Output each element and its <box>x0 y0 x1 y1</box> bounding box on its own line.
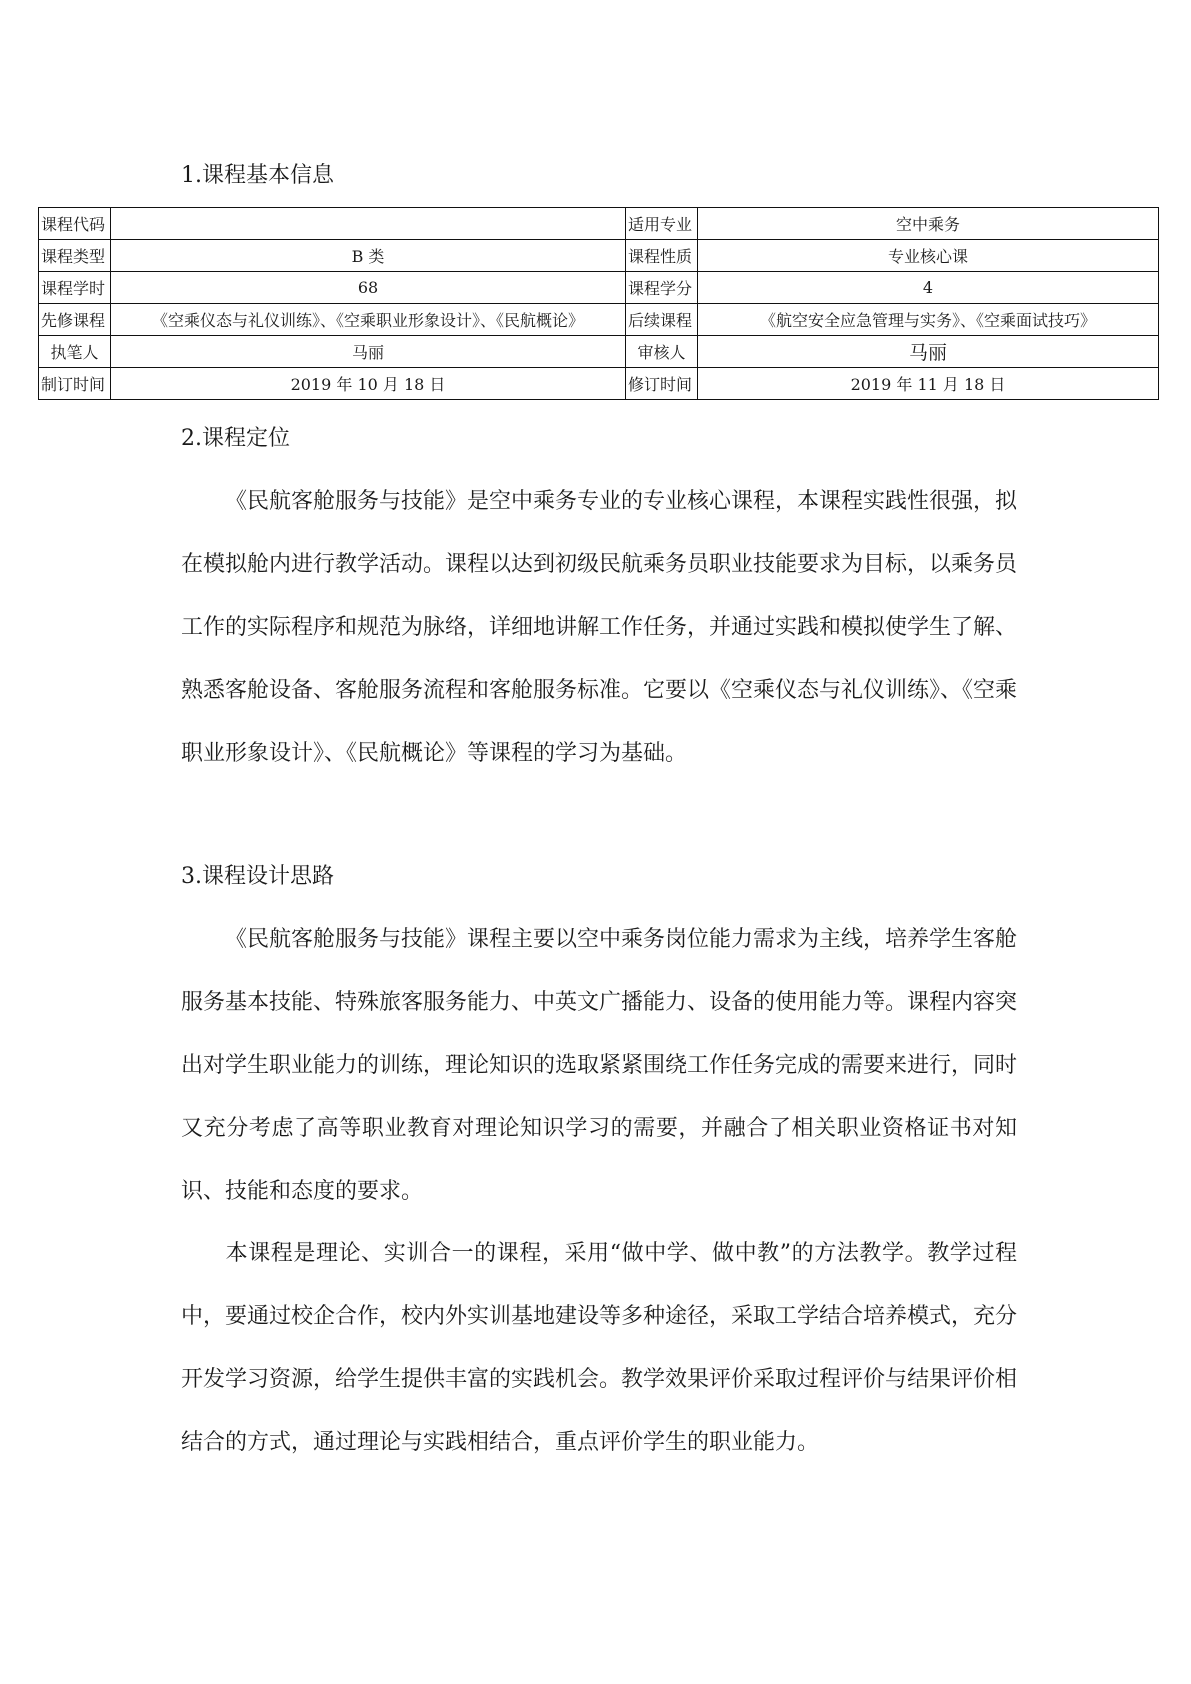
table-row <box>39 368 1159 400</box>
course-nature-value: 专业核心课 <box>698 240 1159 272</box>
applicable-major-value: 空中乘务 <box>698 208 1159 240</box>
author-label: 执笔人 <box>39 336 111 368</box>
course-type-label: 课程类型 <box>39 240 111 272</box>
applicable-major-label: 适用专业 <box>626 208 698 240</box>
course-credits-value: 4 <box>698 272 1159 304</box>
design-paragraph-2-text: 本课程是理论、实训合一的课程，采用“做中学、做中教”的方法教学。教学过程中，要通过校企合作，校内外实训基地建设等多种途径，采取工学结合培养模式，充分开发学习资源，给学生提供丰富的实践机会。教学效果评价采取过程评价与结果评价相结合的方式，通过理论与实践相结合，重点评价学生的职业能力。 <box>181 1241 1018 1455</box>
section-heading-design: 3.课程设计思路 <box>181 864 334 889</box>
course-code-value <box>111 208 626 240</box>
prerequisite-label: 先修课程 <box>39 304 111 336</box>
author-value: 马丽 <box>111 336 626 368</box>
design-paragraph-1 <box>181 908 1017 1223</box>
reviewer-label: 审核人 <box>626 336 698 368</box>
follow-up-label: 后续课程 <box>626 304 698 336</box>
follow-up-value: 《航空安全应急管理与实务》、《空乘面试技巧》 <box>698 304 1159 336</box>
revised-date-value: 2019 年 11 月 18 日 <box>698 368 1159 400</box>
reviewer-value: 马丽 <box>698 336 1159 368</box>
table-row <box>39 336 1159 368</box>
created-date-label: 制订时间 <box>39 368 111 400</box>
course-hours-label: 课程学时 <box>39 272 111 304</box>
course-type-value: B 类 <box>111 240 626 272</box>
prerequisite-value: 《空乘仪态与礼仪训练》、《空乘职业形象设计》、《民航概论》 <box>111 304 626 336</box>
positioning-paragraph <box>181 470 1017 785</box>
course-hours-value: 68 <box>111 272 626 304</box>
section-heading-basic-info: 1.课程基本信息 <box>181 163 334 188</box>
table-row <box>39 272 1159 304</box>
design-paragraph-2 <box>181 1222 1017 1474</box>
created-date-value: 2019 年 10 月 18 日 <box>111 368 626 400</box>
section-heading-positioning: 2.课程定位 <box>181 426 290 451</box>
course-code-label: 课程代码 <box>39 208 111 240</box>
table-row <box>39 304 1159 336</box>
positioning-paragraph-text: 《民航客舱服务与技能》是空中乘务专业的专业核心课程，本课程实践性很强，拟在模拟舱内进行教学活动。课程以达到初级民航乘务员职业技能要求为目标，以乘务员工作的实际程序和规范为脉络，详细地讲解工作任务，并通过实践和模拟使学生了解、熟悉客舱设备、客舱服务流程和客舱服务标准。它要以《空乘仪态与礼仪训练》、《空乘职业形象设计》、《民航概论》等课程的学习为基础。 <box>181 489 1018 766</box>
revised-date-label: 修订时间 <box>626 368 698 400</box>
table-row <box>39 208 1159 240</box>
course-nature-label: 课程性质 <box>626 240 698 272</box>
table-row <box>39 240 1159 272</box>
course-info-table <box>38 207 1159 400</box>
design-paragraph-1-text: 《民航客舱服务与技能》课程主要以空中乘务岗位能力需求为主线，培养学生客舱服务基本技能、特殊旅客服务能力、中英文广播能力、设备的使用能力等。课程内容突出对学生职业能力的训练，理论知识的选取紧紧围绕工作任务完成的需要来进行，同时又充分考虑了高等职业教育对理论知识学习的需要，并融合了相关职业资格证书对知识、技能和态度的要求。 <box>181 927 1018 1204</box>
course-credits-label: 课程学分 <box>626 272 698 304</box>
